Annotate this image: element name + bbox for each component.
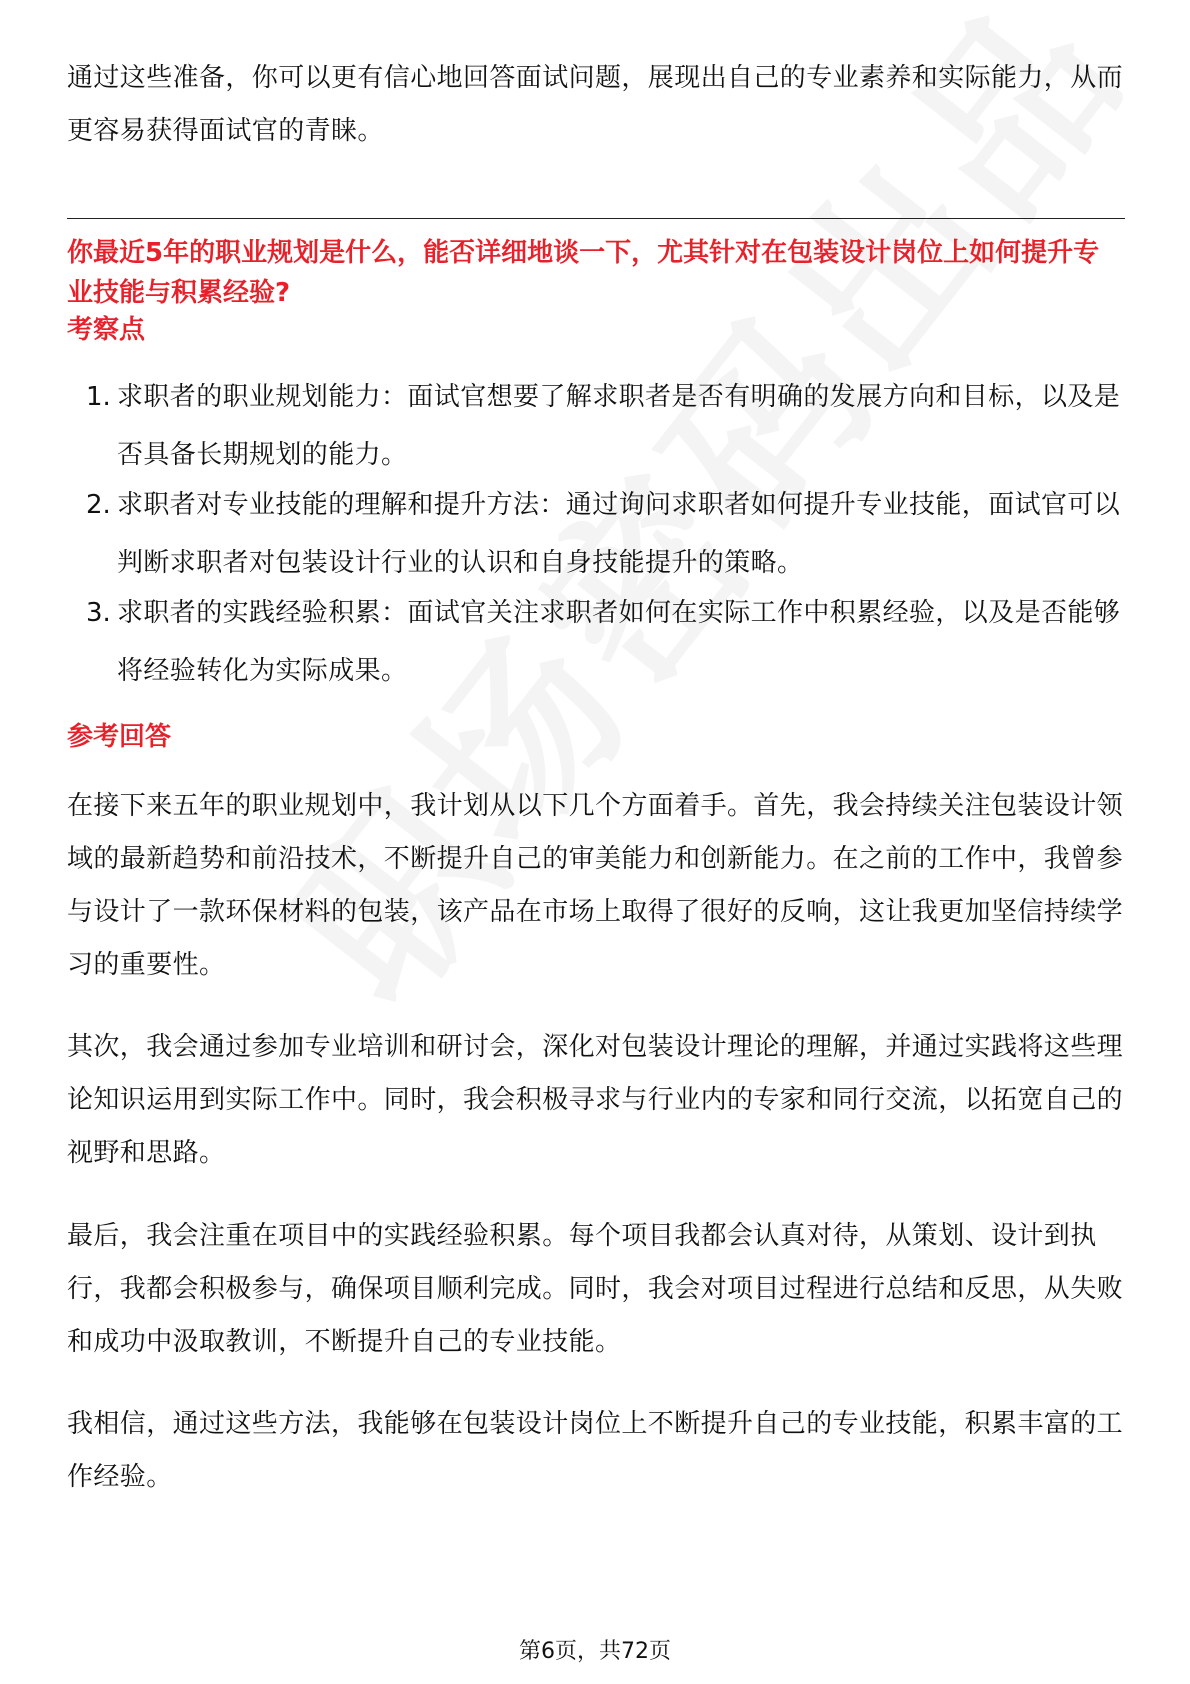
list-item-text: 求职者的实践经验积累：面试官关注求职者如何在实际工作中积累经验，以及是否能够将经验转化为实际成果。 [117, 598, 1121, 686]
list-item [86, 584, 1126, 700]
key-points-title: 考察点 [67, 315, 146, 345]
answer-paragraph: 其次，我会通过参加专业培训和研讨会，深化对包装设计理论的理解，并通过实践将这些理论知识运用到实际工作中。同时，我会积极寻求与行业内的专家和同行交流，以拓宽自己的视野和思路。 [67, 1032, 1124, 1168]
section-divider [67, 218, 1125, 219]
list-item-number: 1. [86, 382, 111, 412]
list-item-number: 3. [86, 598, 111, 628]
list-item-number: 2. [86, 490, 111, 520]
question-heading: 你最近5年的职业规划是什么，能否详细地谈一下，尤其针对在包装设计岗位上如何提升专业技能与积累经验? [67, 238, 1100, 308]
answer-paragraph: 最后，我会注重在项目中的实践经验积累。每个项目我都会认真对待，从策划、设计到执行，我都会积极参与，确保项目顺利完成。同时，我会对项目过程进行总结和反思，从失败和成功中汲取教训，不断提升自己的专业技能。 [67, 1221, 1124, 1357]
list-item-text: 求职者对专业技能的理解和提升方法：通过询问求职者如何提升专业技能，面试官可以判断求职者对包装设计行业的认识和自身技能提升的策略。 [117, 490, 1121, 578]
list-item [86, 368, 1126, 484]
page-number: 第6页，共72页 [519, 1639, 671, 1664]
list-item-text: 求职者的职业规划能力：面试官想要了解求职者是否有明确的发展方向和目标，以及是否具备长期规划的能力。 [117, 382, 1121, 470]
answer-title: 参考回答 [67, 722, 172, 752]
intro-paragraph: 通过这些准备，你可以更有信心地回答面试问题，展现出自己的专业素养和实际能力，从而更容易获得面试官的青睐。 [67, 63, 1124, 146]
list-item [86, 476, 1126, 592]
answer-paragraph: 在接下来五年的职业规划中，我计划从以下几个方面着手。首先，我会持续关注包装设计领域的最新趋势和前沿技术，不断提升自己的审美能力和创新能力。在之前的工作中，我曾参与设计了一款环保材料的包装，该产品在市场上取得了很好的反响，这让我更加坚信持续学习的重要性。 [67, 791, 1124, 980]
answer-paragraph: 我相信，通过这些方法，我能够在包装设计岗位上不断提升自己的专业技能，积累丰富的工作经验。 [67, 1409, 1124, 1492]
